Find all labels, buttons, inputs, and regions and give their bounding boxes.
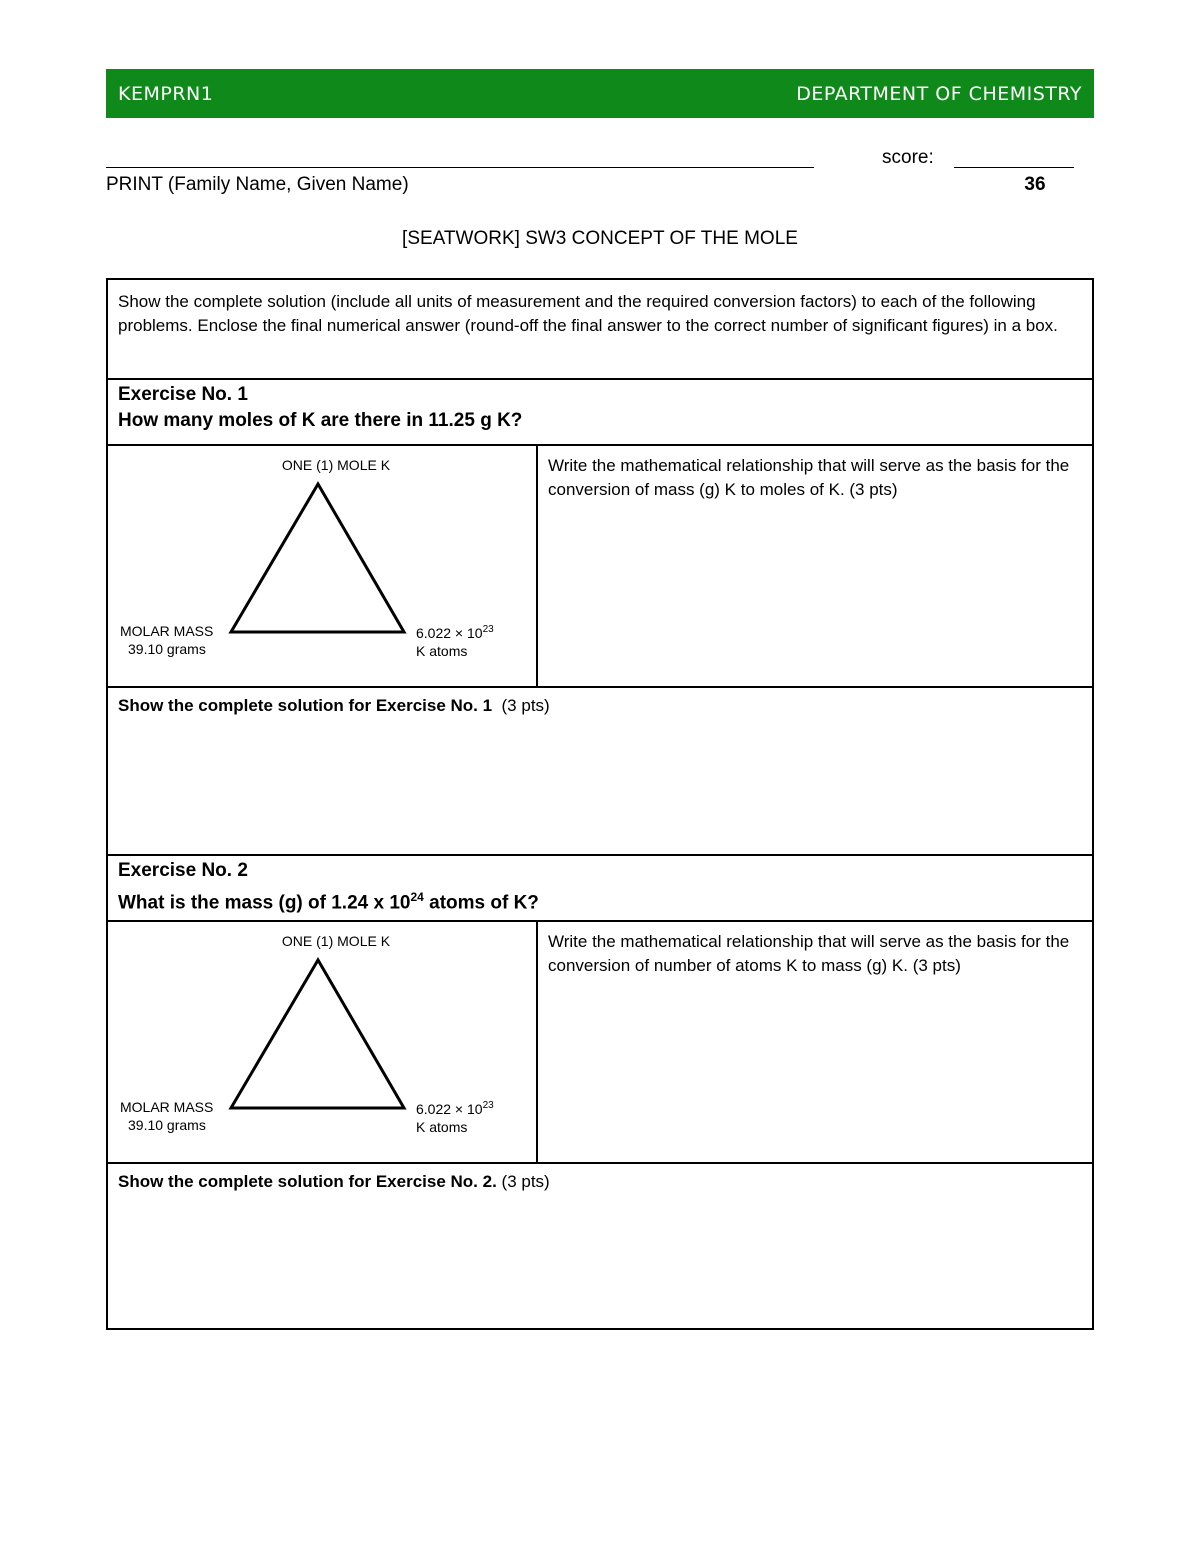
diagram-2-right-label-2: K atoms: [416, 1119, 468, 1135]
exercise-1-heading: Exercise No. 1: [118, 384, 248, 405]
diagram-2-left-label-1: MOLAR MASS: [120, 1099, 214, 1115]
score-blank-line[interactable]: [954, 167, 1074, 168]
mole-triangle-diagram-2: [108, 922, 536, 1162]
diagram-1-left-label-1: MOLAR MASS: [120, 623, 214, 639]
exercise-1-question: How many moles of K are there in 11.25 g K?: [118, 410, 523, 431]
diagram-2-top-label: ONE (1) MOLE K: [281, 933, 391, 949]
diagram-2-left-label-2: 39.10 grams: [128, 1117, 206, 1133]
mole-triangle-1: [231, 484, 404, 632]
name-blank-line[interactable]: [106, 167, 814, 168]
score-label: score:: [882, 147, 934, 168]
department-name: DEPARTMENT OF CHEMISTRY: [796, 82, 1082, 105]
exercise-1-prompt-cell[interactable]: [538, 446, 1092, 686]
diagram-1-left-label-2: 39.10 grams: [128, 641, 206, 657]
exercise-2-heading-cell: [108, 856, 1092, 922]
course-code: KEMPRN1: [118, 82, 214, 105]
exercise-1-prompt: Write the mathematical relationship that will serve as the basis for the conversion of mass (g) K to moles of K. (3 pts): [548, 456, 1070, 499]
exercise-2-solution-points: (3 pts): [496, 1172, 550, 1191]
diagram-1-right-base: 6.022 × 10: [416, 625, 483, 641]
exercise-1-diagram-cell: [108, 446, 538, 686]
worksheet-table: [106, 278, 1094, 1330]
diagram-1-top-label: ONE (1) MOLE K: [281, 457, 391, 473]
exercise-2-question-post: atoms of K?: [423, 892, 539, 914]
mole-triangle-2: [231, 960, 404, 1108]
instructions-cell: [108, 280, 1092, 380]
exercise-1-heading-cell: [108, 380, 1092, 446]
exercise-2-question-pre: What is the mass (g) of 1.24 x 10: [118, 892, 411, 914]
exercise-1-solution-label: Show the complete solution for Exercise No. 1: [118, 696, 493, 715]
diagram-1-right-exp: 23: [482, 624, 494, 635]
diagram-1-right-label-1: [416, 624, 494, 641]
instructions-text: Show the complete solution (include all units of measurement and the required conversion factors) to each of the following problems. Enclose the final numerical answer (round-off the final answer to the correct number of significant figures) in a box.: [118, 292, 1058, 335]
mole-triangle-diagram-1: [108, 446, 536, 686]
exercise-2-question-exp: 24: [410, 890, 424, 904]
exercise-2-diagram-cell: [108, 922, 538, 1162]
exercise-1-relationship-row: [108, 446, 1092, 688]
diagram-2-right-label-1: [416, 1100, 494, 1117]
exercise-1-solution-cell[interactable]: [108, 688, 1092, 856]
header-bar: [106, 69, 1094, 118]
diagram-2-right-base: 6.022 × 10: [416, 1101, 483, 1117]
exercise-2-relationship-row: [108, 922, 1092, 1164]
exercise-2-prompt-cell[interactable]: [538, 922, 1092, 1162]
diagram-2-right-exp: 23: [482, 1100, 494, 1111]
name-label: PRINT (Family Name, Given Name): [106, 174, 409, 195]
exercise-2-heading: Exercise No. 2: [118, 860, 248, 881]
exercise-2-solution-label: Show the complete solution for Exercise No. 2.: [118, 1172, 497, 1191]
score-total: 36: [1024, 174, 1046, 195]
exercise-2-solution-cell[interactable]: [108, 1164, 1092, 1328]
exercise-1-solution-points: (3 pts): [492, 696, 550, 715]
exercise-2-prompt: Write the mathematical relationship that will serve as the basis for the conversion of number of atoms K to mass (g) K. (3 pts): [548, 932, 1070, 975]
diagram-1-right-label-2: K atoms: [416, 643, 468, 659]
exercise-2-question: [118, 884, 1082, 916]
page-title: [SEATWORK] SW3 CONCEPT OF THE MOLE: [402, 228, 798, 249]
